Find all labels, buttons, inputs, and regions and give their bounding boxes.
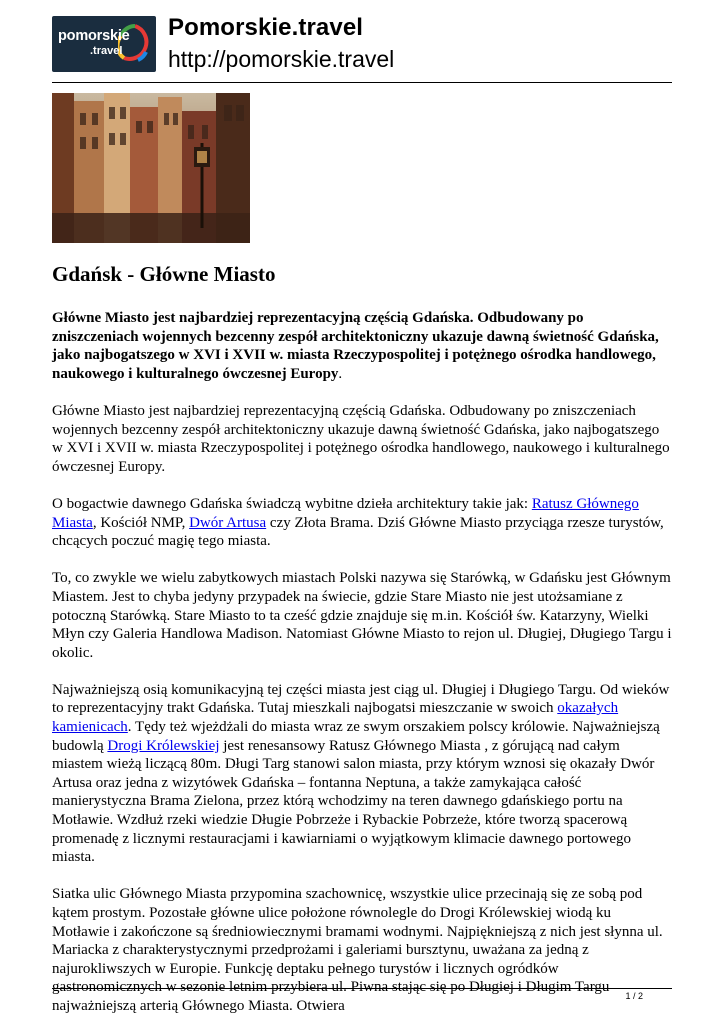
logo-subtext: .travel (90, 45, 123, 57)
logo-wordmark: pomorskie (58, 28, 130, 44)
footer-divider (52, 988, 672, 989)
header-divider (52, 82, 672, 83)
article-body (52, 309, 672, 1034)
lead-paragraph (52, 309, 672, 383)
site-name: Pomorskie.travel (168, 14, 364, 41)
link-droga-krolewska[interactable]: Drogi Królewskiej (107, 737, 220, 754)
paragraph-4-text-b: . Tędy też wjeżdżali do miasta wraz ze swym orszakiem polscy królowie. Najważniejszą budowlą (52, 719, 660, 754)
paragraph-2 (52, 495, 672, 551)
pomorskie-logo[interactable] (52, 16, 156, 72)
gdansk-street-photo (52, 93, 250, 243)
paragraph-3: To, co zwykle we wielu zabytkowych miastach Polski nazywa się Starówką, w Gdańsku jest Głównym Miastem. Jest to chyba jedyny przypadek na świecie, gdzie Stare Miasto nie jest utożsamiane z potoczną Starówką. Stare Miasto to ta cześć gdzie znajduje się m.in. Kościół św. Katarzyny, Wielki Młyn czy Galeria Handlowa Madison. Natomiast Główne Miasto to rejon ul. Długiej, Długiego Targu i okolic. (52, 570, 672, 661)
page-number: 1 / 2 (625, 991, 643, 1001)
link-dwor-artusa[interactable]: Dwór Artusa (189, 514, 267, 531)
article-title: Gdańsk - Główne Miasto (52, 262, 276, 286)
paragraph-5: Siatka ulic Głównego Miasta przypomina szachownicę, wszystkie ulice przecinają się ze sobą pod kątem prostym. Pozostałe główne ulice położone równolegle do Drogi Królewskiej wiodą ku Motławie i zakończone są średniowiecznymi bramami wodnymi. Najpiękniejszą z nich jest słynna ul. Mariacka z charakterystycznymi przedprożami i galeriami bursztynu, uważana za jedną z najurokliwszych w Europie. Funkcję deptaku pełnego turystów i licznych ogródków gastronomicznych w sezonie letnim przybiera ul. Piwna stając się po Długiej i Długim Targu najważniejszą arterią Głównego Miasta. Otwiera (52, 886, 663, 1014)
site-header (52, 16, 672, 82)
paragraph-2-text-c: czy Złota Brama. Dziś Główne Miasto przyciąga rzesze turystów, chcących poczuć magię tego miasta. (52, 514, 664, 550)
paragraph-4-text-c: jest renesansowy Ratusz Głównego Miasta , z górującą nad całym miastem wieżą liczącą 80m. Długi Targ stanowi salon miasta, przy którym wznosi się okazały Dwór Artusa oraz jedna z wizytówek Gdańska – fontanna Neptuna, a także zamykająca całość manierystyczna Brama Zielona, przez którą wchodzimy na teren dawnego gdańskiego portu na Motławie. Wzdłuż rzeki wiedzie Długie Pobrzeże i Rybackie Pobrzeże, które tworzą spacerową promenadę z licznymi restauracjami i kawiarniami o wyjątkowym klimacie dawnego portowego miasta. (52, 737, 655, 866)
paragraph-1: Główne Miasto jest najbardziej reprezentacyjną częścią Gdańska. Odbudowany po zniszczeniach wojennych bezcenny zespół architektoniczny ukazuje dawną świetność Gdańska, jako najbogatszego w XVI i XVII w. miasta Rzeczypospolitej i potężnego ośrodka handlowego, naukowego i kulturalnego ówczesnej Europy. (52, 402, 670, 475)
lead-text: Główne Miasto jest najbardziej reprezentacyjną częścią Gdańska. Odbudowany po zniszczeniach wojennych bezcenny zespół architektoniczny ukazuje dawną świetność Gdańska, jako najbogatszego w XVI i XVII w. miasta Rzeczypospolitej i potężnego ośrodka handlowego, naukowego i kulturalnego ówczesnej Europy (52, 310, 659, 382)
paragraph-4-text-a: Najważniejszą osią komunikacyjną tej części miasta jest ciąg ul. Długiej i Długiego Targu. Od wieków to reprezentacyjny trakt Gdańska. Tutaj mieszkali najbogatsi mieszczanie w swoich (52, 681, 670, 717)
link-okazale-kamienice[interactable]: okazałych kamienicach (52, 700, 619, 736)
link-ratusz-glownego-miasta[interactable]: Ratusz Głównego Miasta (52, 495, 639, 531)
paragraph-2-text-b: , Kościół NMP, (92, 514, 190, 531)
site-url[interactable]: http://pomorskie.travel (168, 46, 395, 72)
lead-period: . (338, 365, 343, 382)
paragraph-4 (52, 681, 672, 867)
paragraph-2-text-a: O bogactwie dawnego Gdańska świadczą wybitne dzieła architektury takie jak: (52, 495, 532, 512)
